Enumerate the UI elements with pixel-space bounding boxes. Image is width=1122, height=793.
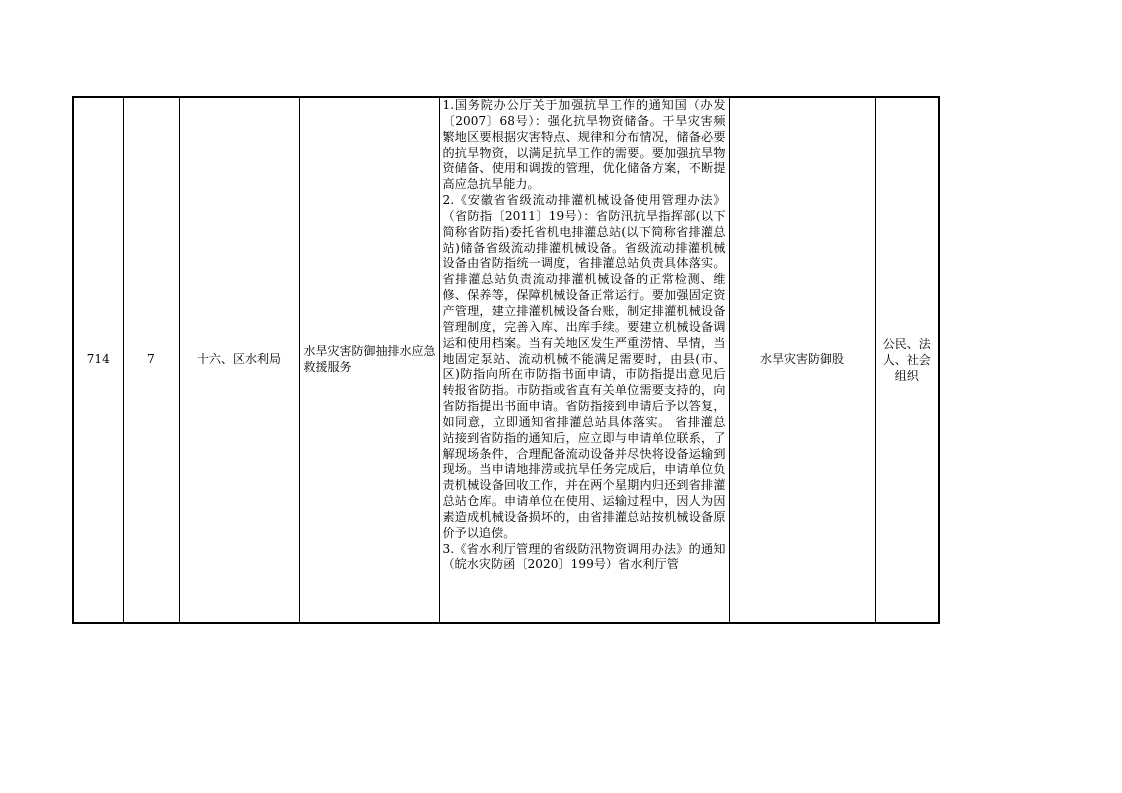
service-target-cell — [875, 97, 939, 623]
sub-number-cell — [123, 97, 179, 623]
legal-basis-text: 1.国务院办公厅关于加强抗旱工作的通知国（办发〔2007〕68号）：强化抗旱物资储备。干旱灾害频繁地区要根据灾害特点、规律和分布情况，储备必要的抗旱物资，以满足抗旱工作的需要。要加强抗旱物资储备、使用和调拨的管理，优化储备方案，不断提高应急抗旱能力。 2.《安徽省省级流动排灌机械设备使用管理办法》（省防指〔2011〕19号）：省防汛抗旱指挥部(以下简称省防指)委托省机电排灌总站(以下简称省排灌总站)储备省级流动排灌机械设备。省级流动排灌机械设备由省防指统一调度，省排灌总站负责具体落实。省排灌总站负责流动排灌机械设备的正常检测、维修、保养等，保障机械设备正常运行。要加强固定资产管理，建立排灌机械设备台账，制定排灌机械设备管理制度，完善入库、出库手续。要建立机械设备调运和使用档案。当有关地区发生严重涝情、旱情，当地固定泵站、流动机械不能满足需要时，由县(市、区)防指向所在市防指书面申请，市防指提出意见后转报省防指。市防指或省直有关单位需要支持的，向省防指提出书面申请。省防指接到申请后予以答复，如同意，立即通知省排灌总站具体落实。 省排灌总站接到省防指的通知后，应立即与申请单位联系，了解现场条件，合理配备流动设备并尽快将设备运输到现场。当申请地排涝或抗旱任务完成后，申请单位负责机械设备回收工作，并在两个星期内归还到省排灌总站仓库。申请单位在使用、运输过程中，因人为因素造成机械设备损坏的，由省排灌总站按机械设备原价予以追偿。 3.《省水利厅管理的省级防汛物资调用办法》的通知（皖水灾防函〔2020〕199号）省水利厅管 — [442, 98, 726, 572]
seq-number: 714 — [86, 352, 110, 367]
responsible-unit-cell — [729, 97, 875, 623]
sub-number: 7 — [147, 352, 155, 367]
item-name-cell — [299, 97, 439, 623]
responsible-unit: 水旱灾害防御股 — [759, 352, 844, 367]
service-target: 公民、法人、社会组织 — [882, 336, 931, 383]
service-table — [72, 96, 940, 624]
department-name: 十六、区水利局 — [196, 352, 281, 367]
table-row — [73, 97, 939, 623]
department-cell — [179, 97, 299, 623]
legal-basis-cell — [439, 97, 729, 623]
seq-number-cell — [73, 97, 123, 623]
item-name: 水旱灾害防御抽排水应急救援服务 — [303, 344, 436, 374]
